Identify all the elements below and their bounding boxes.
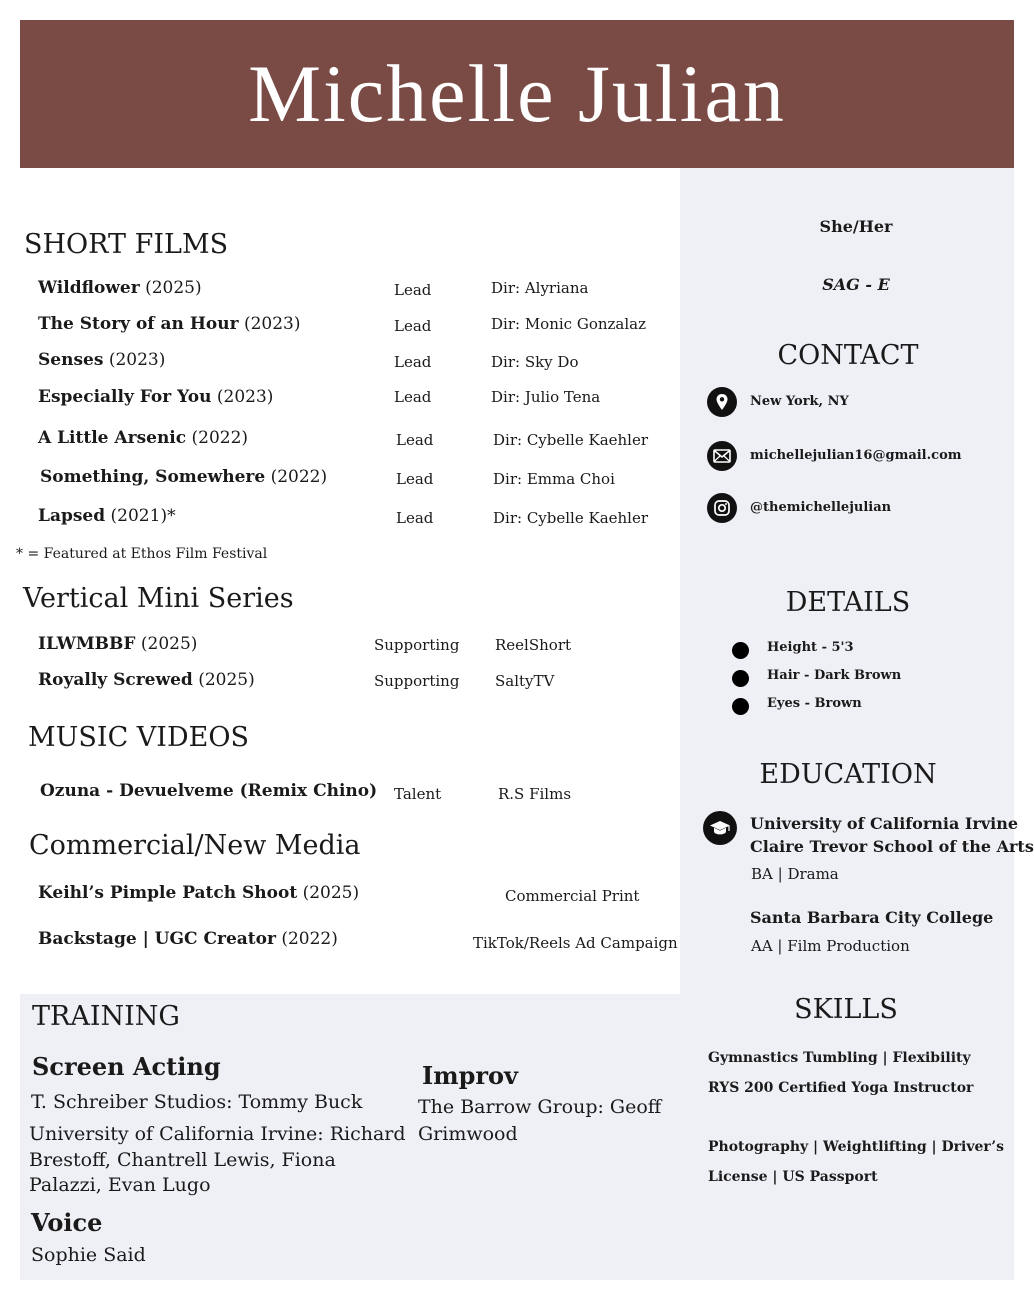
training-line: University of California Irvine: Richard — [29, 1123, 406, 1145]
series-credit: ReelShort — [495, 636, 572, 654]
footnote: * = Featured at Ethos Film Festival — [16, 546, 268, 562]
school1-line2: Claire Trevor School of the Arts — [750, 837, 1034, 856]
commercial-title: Keihl’s Pimple Patch Shoot (2025) — [38, 883, 360, 903]
series-role: Supporting — [374, 672, 460, 690]
film-role: Lead — [394, 388, 432, 406]
bullet-icon — [732, 670, 749, 687]
training-heading: TRAINING — [32, 1001, 180, 1032]
training-line: Brestoff, Chantrell Lewis, Fiona — [29, 1149, 336, 1171]
training-line: Grimwood — [418, 1123, 518, 1145]
detail-item: Hair - Dark Brown — [767, 668, 902, 683]
sidebar — [680, 168, 1014, 1280]
school1-line1: University of California Irvine — [750, 814, 1019, 833]
commercial-heading: Commercial/New Media — [29, 830, 361, 861]
film-title: Especially For You (2023) — [38, 387, 274, 407]
training-line: The Barrow Group: Geoff — [418, 1096, 662, 1118]
details-heading: DETAILS — [785, 587, 911, 618]
series-title: ILWMBBF (2025) — [38, 634, 198, 654]
film-role: Lead — [394, 317, 432, 335]
commercial-title: Backstage | UGC Creator (2022) — [38, 929, 338, 949]
actor-name: Michelle Julian — [248, 48, 786, 139]
pronouns: She/Her — [819, 217, 893, 236]
school1-degree: BA | Drama — [751, 865, 839, 883]
film-role: Lead — [394, 281, 432, 299]
series-credit: SaltyTV — [495, 672, 555, 690]
film-credit: Dir: Cybelle Kaehler — [493, 509, 649, 527]
film-title: Something, Somewhere (2022) — [40, 467, 328, 487]
bullet-icon — [732, 642, 749, 659]
contact-instagram[interactable]: @themichellejulian — [750, 500, 892, 515]
bullet-icon — [732, 698, 749, 715]
film-credit: Dir: Monic Gonzalaz — [491, 315, 646, 333]
series-role: Supporting — [374, 636, 460, 654]
screen-acting-heading: Screen Acting — [32, 1052, 221, 1081]
film-title: Wildflower (2025) — [38, 278, 202, 298]
header-banner — [20, 20, 1014, 168]
school2-degree: AA | Film Production — [751, 937, 910, 955]
contact-email[interactable]: michellejulian16@gmail.com — [750, 448, 962, 463]
education-heading: EDUCATION — [759, 759, 937, 790]
detail-item: Height - 5'3 — [767, 640, 854, 655]
commercial-credit: Commercial Print — [505, 887, 640, 905]
film-role: Lead — [396, 509, 434, 527]
training-line: Sophie Said — [31, 1244, 146, 1266]
school2-name: Santa Barbara City College — [750, 908, 994, 927]
location-pin-icon — [707, 387, 737, 417]
film-role: Lead — [396, 431, 434, 449]
series-title: Royally Screwed (2025) — [38, 670, 255, 690]
film-title: Lapsed (2021)* — [38, 506, 176, 526]
short-films-heading: SHORT FILMS — [24, 229, 229, 260]
skills-line: License | US Passport — [708, 1169, 878, 1185]
training-line: Palazzi, Evan Lugo — [29, 1174, 211, 1196]
voice-heading: Voice — [31, 1208, 103, 1237]
film-credit: Dir: Alyriana — [491, 279, 589, 297]
commercial-credit: TikTok/Reels Ad Campaign — [473, 934, 678, 952]
graduation-cap-icon — [703, 811, 737, 845]
contact-heading: CONTACT — [777, 340, 919, 371]
film-role: Lead — [396, 470, 434, 488]
film-credit: Dir: Sky Do — [491, 353, 579, 371]
mail-icon — [707, 441, 737, 471]
film-credit: Dir: Emma Choi — [493, 470, 615, 488]
skills-line: Photography | Weightlifting | Driver’s — [708, 1139, 1005, 1155]
training-line: T. Schreiber Studios: Tommy Buck — [31, 1091, 363, 1113]
vertical-series-heading: Vertical Mini Series — [23, 583, 294, 614]
skills-heading: SKILLS — [794, 994, 898, 1025]
film-title: The Story of an Hour (2023) — [38, 314, 301, 334]
film-credit: Dir: Julio Tena — [491, 388, 601, 406]
skills-line: RYS 200 Certified Yoga Instructor — [708, 1080, 974, 1096]
film-title: A Little Arsenic (2022) — [38, 428, 249, 448]
music-video-role: Talent — [394, 785, 442, 803]
improv-heading: Improv — [422, 1061, 518, 1090]
detail-item: Eyes - Brown — [767, 696, 862, 711]
music-video-credit: R.S Films — [498, 785, 572, 803]
music-videos-heading: MUSIC VIDEOS — [28, 722, 249, 753]
contact-location: New York, NY — [750, 394, 849, 409]
music-video-title: Ozuna - Devuelveme (Remix Chino) — [40, 781, 378, 801]
skills-line: Gymnastics Tumbling | Flexibility — [708, 1050, 971, 1066]
instagram-icon — [707, 493, 737, 523]
film-title: Senses (2023) — [38, 350, 166, 370]
film-role: Lead — [394, 353, 432, 371]
union-status: SAG - E — [822, 275, 890, 294]
film-credit: Dir: Cybelle Kaehler — [493, 431, 649, 449]
